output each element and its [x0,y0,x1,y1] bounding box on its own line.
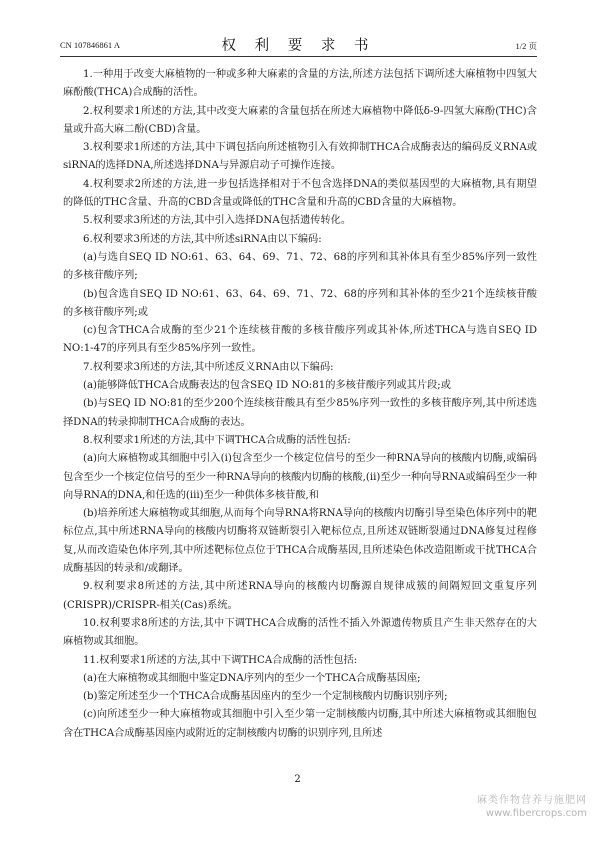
claim-6-item-b: (b)包含选自SEQ ID NO:61、63、64、69、71、72、68的序列和其补体的至少21个连续核苷酸的多核苷酸序列;或 [63,288,537,318]
claim-7-item-b: (b)与SEQ ID NO:81的至少200个连续核苷酸具有至少85%序列一致性的多核苷酸序列,其中所述选择DNA的转录抑制THCA合成酶的表达。 [63,398,537,428]
claim-8: 8.权利要求1所述的方法,其中下调THCA合成酶的活性包括: [83,434,351,446]
page-indicator: 1/2 页 [515,41,537,51]
section-title: 权 利 要 求 书 [221,38,376,54]
watermark-site-name: 麻类作物营养与施肥网 [477,795,587,806]
claim-9: 9.权利要求8所述的方法,其中所述RNA导向的核酸内切酶源自规律成簇的间隔短回文重复序列(CRISPR)/CRISPR-相关(Cas)系统。 [63,581,537,611]
claim-4: 4.权利要求2所述的方法,进一步包括选择相对于不包含选择DNA的类似基因型的大麻植物,具有期望的降低的THC含量、升高的CBD含量或降低的THC含量和升高的CBD含量的大麻植物。 [63,178,537,209]
claim-6-item-c: (c)包含THCA合成酶的至少21个连续核苷酸的多核苷酸序列或其补体,所述THCA与选自SEQ ID NO:1-47的序列具有至少85%序列一致性。 [63,325,537,355]
page-number: 2 [294,774,301,785]
claim-8-item-b: (b)培养所述大麻植物或其细胞,从而每个向导RNA将RNA导向的核酸内切酶引导至染色体序列中的靶标位点,其中所述RNA导向的核酸内切酶将双链断裂引入靶标位点,且所述双链断裂通过DNA修复过程修复,从而改造染色体序列,其中所述靶标位点位于THCA合成酶基因,且所述染色体改造阻断或干扰THCA合成酶基因的转录和/或翻译。 [63,508,537,575]
claim-7: 7.权利要求3所述的方法,其中所述反义RNA由以下编码: [83,361,334,373]
claim-11-item-a: (a)在大麻植物或其细胞中鉴定DNA序列内的至少一个THCA合成酶基因座; [83,672,421,684]
claim-6: 6.权利要求3所述的方法,其中所述siRNA由以下编码: [83,233,322,245]
claim-5: 5.权利要求3所述的方法,其中引入选择DNA包括遗传转化。 [83,215,352,227]
claim-7-item-a: (a)能够降低THCA合成酶表达的包含SEQ ID NO:81的多核苷酸序列或其片段;或 [83,380,451,392]
site-watermark [427,794,587,820]
claims-body [63,66,537,743]
claim-11: 11.权利要求1所述的方法,其中下调THCA合成酶的活性包括: [83,654,358,666]
claim-1: 1.一种用于改变大麻植物的一种或多种大麻素的含量的方法,所述方法包括下调所述大麻植物中四氢大麻酚酸(THCA)合成酶的活性。 [63,69,537,99]
publication-number: CN 107846861 A [60,40,120,50]
header-rule [60,56,537,57]
claim-2: 2.权利要求1所述的方法,其中改变大麻素的含量包括在所述大麻植物中降低δ-9-四氢大麻酚(THC)含量或升高大麻二酚(CBD)含量。 [63,105,537,135]
page-header [60,34,537,54]
watermark-url: www.fibercrops.com [485,808,587,819]
claim-11-item-c: (c)向所述至少一种大麻植物或其细胞中引入至少第一定制核酸内切酶,其中所述大麻植物或其细胞包含在THCA合成酶基因座内或附近的定制核酸内切酶的识别序列,且所述 [63,709,537,739]
claim-6-item-a: (a)与选自SEQ ID NO:61、63、64、69、71、72、68的序列和其补体具有至少85%序列一致性的多核苷酸序列; [63,251,537,282]
claim-10: 10.权利要求8所述的方法,其中下调THCA合成酶的活性不插入外源遗传物质且产生非天然存在的大麻植物或其细胞。 [63,617,537,648]
claim-11-item-b: (b)鉴定所述至少一个THCA合成酶基因座内的至少一个定制核酸内切酶识别序列; [83,691,448,703]
claim-3: 3.权利要求1所述的方法,其中下调包括向所述植物引入有效抑制THCA合成酶表达的编码反义RNA或siRNA的选择DNA,所述选择DNA与异源启动子可操作连接。 [63,142,537,172]
claim-8-item-a: (a)向大麻植物或其细胞中引入(i)包含至少一个核定位信号的至少一种RNA导向的核酸内切酶,或编码包含至少一个核定位信号的至少一种RNA导向的核酸内切酶的核酸,(ii)至少一种向导RNA或编码至少一种向导RNA的DNA,和任选的(iii)至少一种供体多核苷酸,和 [63,453,537,501]
